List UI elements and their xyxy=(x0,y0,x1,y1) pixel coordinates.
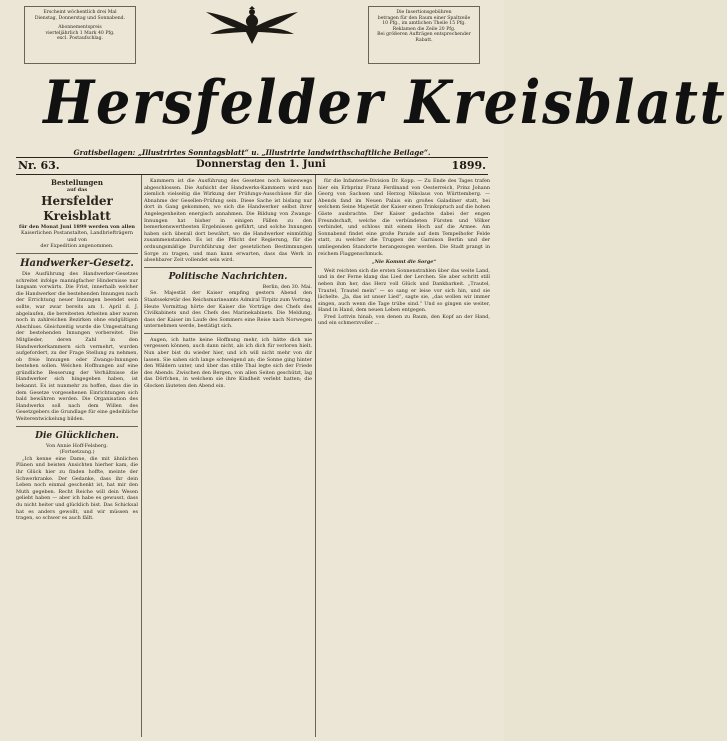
order-sub: auf das xyxy=(66,187,88,193)
ear-line: Reklamen die Zeile 20 Pfg. xyxy=(392,26,456,32)
news-body: Se. Majestät der Kaiser empfing gestern Abend den Staatssekretär des Reichsmarineamts Admiral Tirpitz zum Vortrag. Heute Vormittag hörte der Kaiser die Vorträge des Chefs des Civilkabinets und des Chefs des Marinekabinets. Die Meldung, dass der Kaiser im Laufe des Sommers eine Reise nach Norwegen unternehmen werde, bestätigt sich. xyxy=(144,290,312,330)
column-divider xyxy=(315,175,316,737)
bottom-rule xyxy=(16,174,488,175)
column-divider xyxy=(141,175,142,737)
order-line: der Expedition angenommen. xyxy=(40,243,114,250)
order-line: für den Monat Juni 1899 werden von allen xyxy=(19,223,135,230)
ear-line: Bei größeren Aufträgen entsprechender xyxy=(377,32,471,38)
ear-line: betragen für den Raum einer Spaltzeile xyxy=(377,15,471,21)
column-middle xyxy=(144,178,312,736)
article-title: Handwerker-Gesetz. xyxy=(20,257,134,269)
issue-number: Nr. 63. xyxy=(18,159,60,172)
subscription-info-box xyxy=(24,6,136,64)
story-title: Die Glücklichen. xyxy=(35,430,119,441)
ear-line: Rabatt. xyxy=(415,37,433,43)
ear-line: vierteljährlich 1 Mark 40 Pfg. xyxy=(45,30,115,36)
issue-year: 1899. xyxy=(451,159,486,172)
story-continuation: Augen, ich hatte keine Hoffnung mehr, ich hätte dich nie vergessen können, auch dann nicht, als ich dich für verloren hielt. Nun aber bist du wieder hier, und ich will nicht mehr von dir lassen. Sie sahen sich lange schweigend an; die Sonne ging hinter den Wäldern unter, und über das stille Thal legte sich der Friede des Abends. Zwischen den Bergen, von allen Seiten geschützt, lag das Dörfchen, in welchem sie ihre Kindheit verlebt hatten; die Glocken läuteten den Abend ein. xyxy=(144,336,312,390)
eagle-emblem-icon xyxy=(202,6,302,46)
story-author: Von Annie Hoff-Felsberg. xyxy=(46,442,108,449)
story-note: (Fortsetzung.) xyxy=(59,449,95,456)
song-title: „Nie Kommt die Sorge“ xyxy=(371,259,437,266)
ear-line: 10 Pfg., im amtlichen Theile 15 Pfg. xyxy=(382,21,466,27)
newspaper-masthead: Hersfelder Kreisblatt xyxy=(43,68,727,138)
handwerker-continuation: Kammern ist die Ausführung des Gesetzes noch keineswegs abgeschlossen. Die Aufsicht der Handwerks-Kammern wird nun ziemlich vielseitig die Wirkung der Prüfungs-Ausschüsse für die Abnahme der Gesellen-Prüfung sein. Diese Sache ist bislang nur dort in Gang gekommen, wo sich die Handwerker selbst ihrer Angelegenheiten energisch annahmen. Die Bildung von Zwangs-Innungen hat bisher in einigen Fällen zu den bemerkenswerthesten Ergebnissen geführt, und solche Innungen haben sich überall dort bewährt, wo die Handwerker einmüthig zusammenstanden. Es ist die Pflicht der Regierung, für die ordnungsmäßige Durchführung der gesetzlichen Bestimmungen Sorge zu tragen, und man kann erwarten, dass das Werk in absehbarer Zeit vollendet sein wird. xyxy=(144,178,312,264)
supplements-line: Gratisbeilagen: „Illustrirtes Sonntagsblatt“ u. „Illustrirte landwirthschaftliche Beilage“. xyxy=(73,148,431,157)
news-dateline: Berlin, den 30. Mai. xyxy=(262,283,312,290)
issue-date: Donnerstag den 1. Juni xyxy=(196,159,326,170)
column-right xyxy=(318,178,490,736)
advertising-rates-box xyxy=(368,6,480,64)
article-body: Die Ausführung des Handwerker-Gesetzes schreitet infolge mannigfacher Hindernisse nur langsam vorwärts. Die Frist, innerhalb welcher die Handwerker die bestehenden Innungen nach der Errichtung neuer Innungen beendet sein sollte, war zwar bereits am 1. April d. J. abgelaufen, die bereitesten Arbeiten aber waren noch in zahlreichen Bezirken ohne endgültigen Abschluss. Gleichzeitig wurde die Umgestaltung der bestehenden Innungen vorbereitet. Die Mitglieder, deren Zahl in den Handwerkerkammern sich vermehrt, wurden aufgefordert, zu der Frage Stellung zu nehmen, ob freie Innungen oder Zwangs-Innungen bestehen sollen. Welchen Hoffnungen auf eine gründliche Besserung der Verhältnisse die Handwerker sich hingegeben haben, ist bekannt. Es ist nunmehr zu hoffen, dass die in dem Gesetze vorgesehenen Einrichtungen sich bald bewähren werden. Die Organisation des Handwerks soll nach dem Willen des Gesetzgebers die Grundlage für eine gedeihliche Weiterentwickelung bilden. xyxy=(16,270,138,423)
closing-text: Fred Lottvin hinab, von denen zu Baum, den Kopf an der Hand, und ein schmerzvoller ... xyxy=(318,313,490,327)
order-line: Kaiserlichen Postanstalten, Landbriefträgern und von xyxy=(20,230,134,243)
song-body: Weit reichten sich die ersten Sonnenstrahlen über das weite Land, und in der Ferne klang das Lied der Lerchen. Sie aber schritt still neben ihm her, das Herz voll Glück und Dankbarkeit. „Trautel, Trautel, Trautel mein“ — so sang er leise vor sich hin, und sie lächelte. „Ja, das ist unser Lied“, sagte sie, „das wollen wir immer singen, auch wenn die Tage trübe sind.“ Und so gingen sie weiter, Hand in Hand, dem neuen Leben entgegen. xyxy=(318,267,490,314)
ear-line: Dienstag, Donnerstag und Sonnabend. xyxy=(34,15,126,21)
order-paper-name: Hersfelder Kreisblatt xyxy=(41,193,113,223)
ear-line: Erscheint wöchentlich drei Mal xyxy=(43,10,117,15)
section-title: Politische Nachrichten. xyxy=(168,271,288,282)
top-rule xyxy=(16,157,488,158)
ear-line: Abonnementspreis xyxy=(58,25,102,31)
ear-line: excl. Postaufschlag. xyxy=(56,36,104,42)
court-news: für die Infanterie-Division Dr. Kopp. — Zu Ende des Tages trafen hier ein Erbprinz Franz Ferdinand von Oesterreich, Prinz Johann Georg von Sachsen und Herzog Nikolaus von Württemberg. — Abends fand im Neuen Palais ein großes Galadiner statt, bei welchem Seine Majestät der Kaiser einen Trinkspruch auf die hohen Gäste ausbrachte. Der Kaiser gedachte dabei der engen Freundschaft, welche die verbündeten Fürsten und Völker verbindet, und schloss mit einem Hoch auf die Armee. Am Sonnabend findet eine große Parade auf dem Tempelhofer Felde statt, zu welcher die Truppen der Garnison Berlin und der umliegenden Standorte herangezogen werden. Die Stadt prangt in reichem Flaggenschmuck. xyxy=(318,178,490,257)
column-left xyxy=(16,178,138,736)
order-heading: Bestellungen xyxy=(51,178,103,187)
story-body: „Ich kenne eine Dame, die mit ähnlichen Plänen und beisten Ansichten hierher kam, die ihr Glück hier zu finden hoffte, meinte der Schwerkranke. Der Gedanke, dass ihr dein Leben noch einmal geschenkt ist, hat mir den Muth gegeben. Recht Reiche will dein Wesen geliebt haben — aber ich habe es gewusst, dass du nicht heiter und glücklich bist. Das Schicksal hat es anders gewollt, und wir müssen es tragen, so schwer es auch fällt. xyxy=(16,455,138,522)
ear-line: Die Insertionsgebühren xyxy=(396,10,452,15)
